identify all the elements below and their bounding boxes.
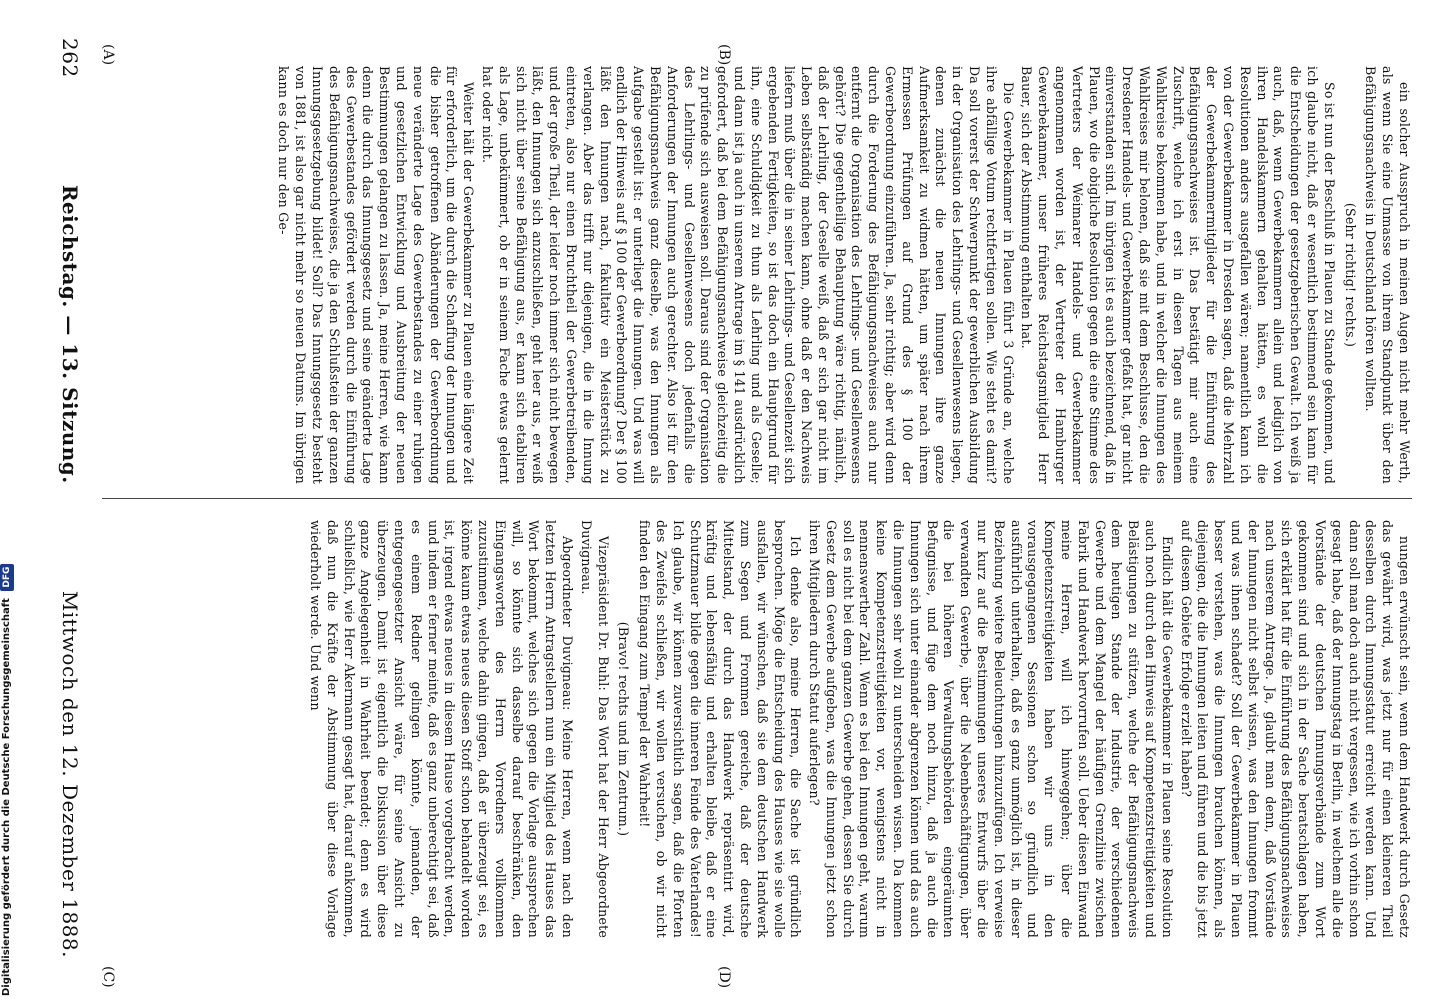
- footer-strip: [0, 0, 14, 1000]
- interjection: (Bravo! rechts und im Zentrum.): [616, 621, 632, 837]
- paragraph: So ist nun der Beschluß in Plauen zu Stande gekommen, und ich glaube nicht, daß er wesentlich bestimmend sein kann für die Entscheidungen der gesetzgeberischen Gewalt. Ich weiß ja auch, daß, wenn Gewerbekammern allein und lediglich von ihren Handelskammern gehalten hätten, es wohl die Resolutionen anders ausgefallen wären; namentlich kann ich von der Gewerbekammer in Dresden sagen, daß die Mehrzahl der Gewerbekammermitglieder für die Einführung des Befähigungsnachweises ist. Das bestätigt mir auch eine Zuschrift, welche ich erst in diesen Tagen aus meinem Wahlkreise bekommen habe, und in welcher die Innungen des Wahlkreises mir belonen, daß sie mit dem Beschlusse, den die Dresdener Handels- und Gewerbekammer gefaßt hat, gar nicht einverstanden sind. Im übrigen ist es auch bezeichnend, daß in Plauen, wo die obigliche Resolution gegen die eine Stimme des Vertreters der Weimarer Handels- und Gewerbekammer angenommen worden ist, der Vertreter der Hamburger Gewerbekammer, unser früheres Reichstagsmitglied Herr Bauer, sich der Abstimmung enthalten hat.: [1019, 66, 1337, 484]
- paragraph: Die Gewerbekammer in Plauen führt 3 Gründe an, welche ihre abfällige Votum rechtfertigen sollen. Wie steht es damit? Da soll vorerst der Schwerpunkt der gewerblichen Ausbildung in der Organisation des Lehrlings- und Gesellenwesens liegen, denen zunächst die neuen Innungen ihre ganze Aufmerksamkeit zu widmen hätten, um später nach ihrem Ermessen Prüfungen auf Grund des § 100 der Gewerbeordnung einzuführen. Ja, sehr richtig; aber wird denn durch die Forderung des Befähigungsnachweises auch nur entfernt die Organisation des Lehrlings- und Gesellenwesens gehört? Die gegentheilige Behauptung wäre richtig, nämlich, daß der Lehrling, der Geselle weiß, daß er sich gar nicht im Leben selbständig machen kann, ohne daß er den Nachweis liefern muß über die in seiner Lehrlings- und Gesellenzeit sich ergebenden Fertigkeiten, so ist das doch ein Hauptgrund für ihn, eine Schuldigkeit zu thun als Lehrling und als Geselle; und dann ist ja auch in unserem Antrage im § 141 ausdrücklich gefordert, daß bei dem Befähigungsnachweise gleichzeitig die zu prüfende sich ausweisen soll. Daraus sind der Organisation des Lehrlings- und Gesellenwesens doch jedenfalls die Anforderungen der Innungen auch gerechter. Also ist für den Befähigungsnachweis ganz dieselbe, was den Innungen als Aufgabe gestellt ist: er unterliegt die Innungen. Und was will endlich der Hinweis auf § 100 der Gewerbeordnung? Der § 100 läßt den Innungen nach, fakultativ ein Meisterstück zu verlangen. Aber das trifft nur diejenigen, die in die Innung eintreten, also nur einen Bruchtheil der Gewerbetreibenden, und der große Theil, der leider noch immer sich nicht bewegen läßt, den Innungen sich anzuschließen, geht leer aus, er weiß sich nicht über seine Befähigung aus, er kann sich etabliren als Lage, unbekümmert, ob er in seinem Fache etwas gelernt hat oder nicht.: [479, 66, 1016, 484]
- dfg-logo-icon: DFG: [0, 564, 14, 591]
- margin-marker-d: (D): [716, 966, 732, 989]
- page-header: [52, 38, 88, 958]
- right-column: [106, 520, 1412, 938]
- paragraph: Abgeordneter Duvigneau: Meine Herren, wenn nach den letzten Herrn Antragstellern nun ein Mitglied des Hauses das Wort bekommt, welches sich gegen die Vorlage aussprechen will, so könnte sich dasselbe darauf beschränken, den Eingangsworten des Herrn Vorredners vollkommen zuzustimmen, welche dahin gingen, daß er überzeugt sei, es könne kaum etwas neues diesen Stoff schon behandelt worden ist, irgend etwas neues in diesem Hause vorgebracht werden, und indem er ferner meinte, daß es ganz unberechtigt sei, daß es einem Redner gelingen könnte, jemanden, der entgegengesetzter Ansicht wäre, für seine Ansicht zu überzeugen. Damit ist eigentlich die Diskussion über diese ganze Angelegenheit in Wahrheit beendet; denn es wird schließlich, wie Herr Akermann gesagt hat, darauf ankommen, daß nun die Kräfte der Abstimmung über diese Vorlage wiederholt werde. Und wenn: [308, 520, 575, 938]
- header-date: Mittwoch den 12. Dezember 1888.: [58, 590, 82, 958]
- margin-marker-b: (B): [716, 44, 732, 66]
- column-divider: [102, 498, 1412, 499]
- interjection: (Sehr richtig! rechts.): [1342, 202, 1358, 348]
- header-title: Reichstag. — 13. Sitzung.: [58, 184, 82, 484]
- paragraph: ein solcher Ausspruch in meinen Augen nicht mehr Werth, als wenn Sie eine Unmasse von ihrem Standpunkt über den Befähigungsnachweis in Deutschland hören wollten.: [1363, 66, 1412, 484]
- funding-footer: [0, 0, 14, 1000]
- page-number: 262: [58, 38, 82, 78]
- paragraph: nungen erwünscht sein, wenn dem Handwerk durch Gesetz das gewährt wird, was jetzt nur für einen kleineren Theil desselben durch Innungsstatut erreicht werden kann. Und dann soll man doch auch nicht vergessen, wie ich vorhin schon gesagt habe, daß der Innungstag in Berlin, in welchem alle die Vorstände der deutschen Innungsverbände zum Wort gekommen sind und sich in der Sache beratschlagen haben, sich erklärt hat für die Einführung des Befähigungsnachweises nach unserem Antrage. Ja, glaubt man denn, daß Vorstände der Innungen nicht selbst wissen, was den Innungen frommt und was ihnen schadet? Soll der Gewerbekammer in Plauen besser verstehen, was die Innungen brauchen können, als diejenigen, die die Innungen leiten und führen und die bis jetzt auf diesem Gebiete Erfolge erzielt haben?: [1178, 520, 1412, 938]
- funding-text: Digitalisierung gefördert durch die Deutsche Forschungsgemeinschaft: [1, 598, 12, 996]
- margin-marker-c: (C): [100, 966, 116, 988]
- paragraph: Ich denke also, meine Herren, die Sache ist gründlich besprochen. Möge die Entscheidung des Hauses wie sie wolle ausfallen, wir wünschen, daß sie dem deutschen Handwerk zum Segen und Frommen gereiche, daß der deutsche Mittelstand, der durch das Handwerk repräsentirt wird, kräftig und lebensfähig und erhalten bleibe, daß er eine Schutzmauer bilde gegen die inneren Feinde des Vaterlandes! Ich glaube, wir können zuversichtlich sagen, daß die Pforten des Zweifels schließen, wir wollen versuchen, ob wir nicht finden den Eingang zum Tempel der Wahrheit!: [637, 520, 804, 938]
- margin-marker-a: (A): [100, 44, 116, 66]
- paragraph: Weiter hält der Gewerbekammer zu Plauen eine längere Zeit für erforderlich, um die durch die Schaffung der Innungen und die bisher getroffenen Abänderungen der Gewerbeordnung neue veränderte Lage des Gewerbestandes zu einer ruhigen und gesetzlichen Entwicklung und Ausbreitung der neuen Bestimmungen gelangen zu lassen. Ja, meine Herren, wie kann denn die durch das Innungsgesetz und seine geänderte Lage des Gewerbestandes gefördert werden durch die Einführung des Befähigungsnachweises, die ja den Schlußstein der ganzen Innungsgesetzgebung bildet! Soll? Das Innungsgesetz besteht von 1881, ist also gar nicht mehr so neuen Datums. Im übrigen kann es doch nur den Ge-: [276, 66, 477, 484]
- paragraph: Vizepräsident Dr. Buhl: Das Wort hat der Herr Abgeordnete Duvigneau.: [578, 520, 611, 938]
- paragraph: Endlich hält die Gewerbekammer in Plauen seine Resolution auch noch durch den Hinweis auf Kompetenzstreitigkeiten und Belästigungen zu stützen, welche der Befähigungsnachweis dem heutigen Stande der Industrie, der verschiedenen Gewerbe und dem Mangel der häufigen Grenzlinie zwischen Fabrik und Handwerk hervorrufen soll. Ueber diesen Einwand meine Herren, will ich hinweggehen; über die Kompetenzstreitigkeiten haben wir uns in den vorausgegangenen Sessionen schon so gründlich und ausführlich unterhalten, daß es ganz unmöglich ist, in dieser Beziehung weitere Beleuchtungen hinzuzufügen. Ich verweise nur kurz auf die Bestimmungen unseres Entwurfs über die verwandten Gewerbe, über die Nebenbeschäftigungen, über die bei höheren Verwaltungsbehörden eingeräumten Befugnisse, und füge dem noch hinzu, daß ja auch die Innungen sich unter einander abgrenzen können und das auch die Innungen sehr wohl zu unterscheiden wissen. Da kommen keine Kompetenzstreitigkeiten vor, wenigstens nicht in nennenswerther Zahl. Wenn es bei den Innungen geht, warum soll es nicht bei dem ganzen Gewerbe gehen, dessen Sie durch Gesetz dem Gewerbe aufgeben, was die Innungen jetzt schon ihren Mitgliedern durch Statut auferlegen?: [807, 520, 1175, 938]
- left-column: [106, 66, 1412, 484]
